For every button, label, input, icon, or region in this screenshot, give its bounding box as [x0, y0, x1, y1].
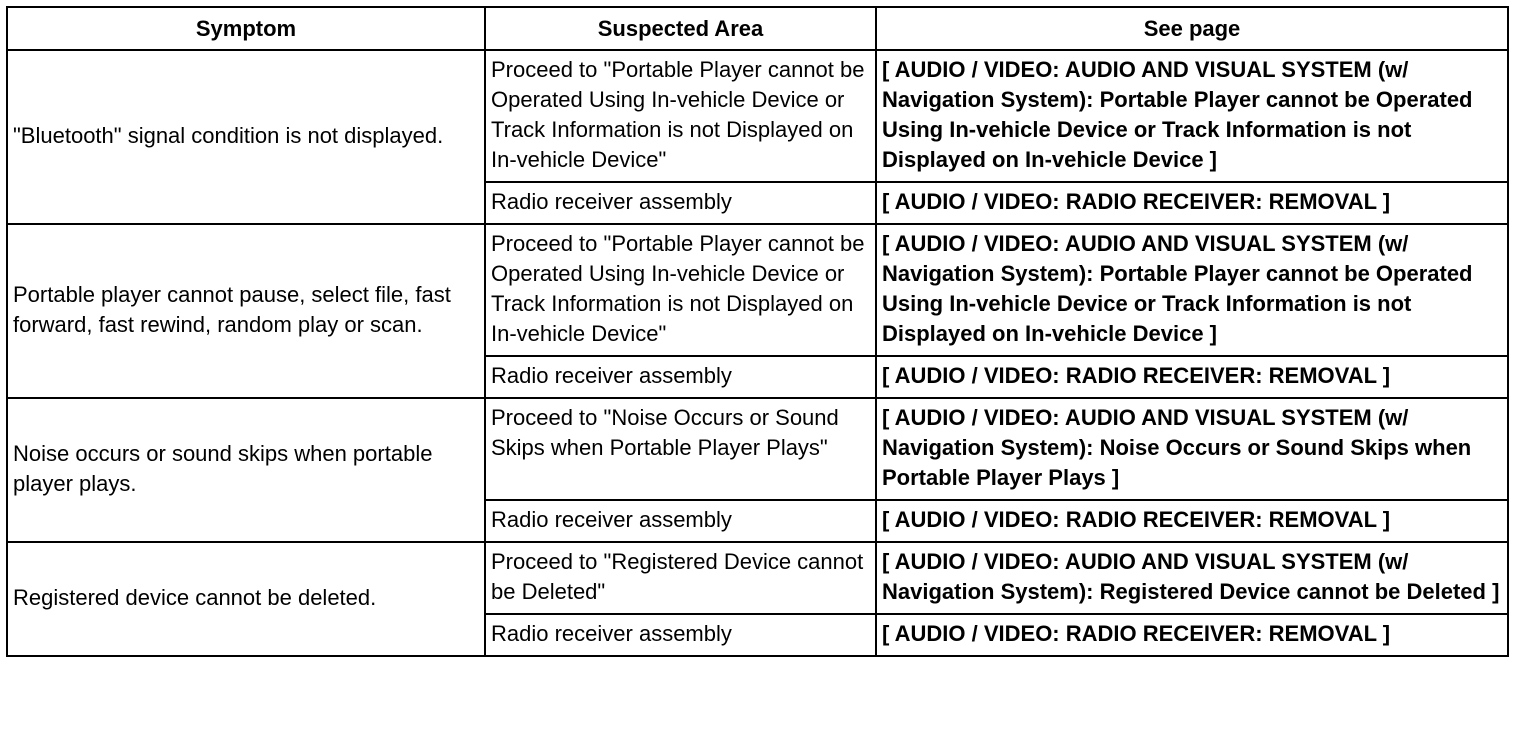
suspected-area-cell: Proceed to "Registered Device cannot be Deleted": [485, 542, 876, 614]
suspected-area-cell: Radio receiver assembly: [485, 356, 876, 398]
see-page-link[interactable]: [ AUDIO / VIDEO: AUDIO AND VISUAL SYSTEM (w/ Navigation System): Registered Device cannot be Deleted ]: [876, 542, 1508, 614]
see-page-link[interactable]: [ AUDIO / VIDEO: RADIO RECEIVER: REMOVAL ]: [876, 614, 1508, 656]
symptom-cell: "Bluetooth" signal condition is not displayed.: [7, 50, 485, 224]
table-row: [7, 398, 1508, 500]
table-row: [7, 542, 1508, 614]
see-page-link[interactable]: [ AUDIO / VIDEO: AUDIO AND VISUAL SYSTEM (w/ Navigation System): Noise Occurs or Sound Skips when Portable Player Plays ]: [876, 398, 1508, 500]
header-row: [7, 7, 1508, 50]
header-see-page: See page: [876, 7, 1508, 50]
suspected-area-cell: Proceed to "Noise Occurs or Sound Skips when Portable Player Plays": [485, 398, 876, 500]
suspected-area-cell: Radio receiver assembly: [485, 614, 876, 656]
suspected-area-cell: Proceed to "Portable Player cannot be Operated Using In-vehicle Device or Track Information is not Displayed on In-vehicle Device": [485, 50, 876, 182]
see-page-link[interactable]: [ AUDIO / VIDEO: AUDIO AND VISUAL SYSTEM (w/ Navigation System): Portable Player cannot be Operated Using In-vehicle Device or Track Information is not Displayed on In-vehicle Device ]: [876, 50, 1508, 182]
symptom-cell: Noise occurs or sound skips when portable player plays.: [7, 398, 485, 542]
see-page-link[interactable]: [ AUDIO / VIDEO: RADIO RECEIVER: REMOVAL ]: [876, 356, 1508, 398]
suspected-area-cell: Proceed to "Portable Player cannot be Operated Using In-vehicle Device or Track Information is not Displayed on In-vehicle Device": [485, 224, 876, 356]
header-suspected-area: Suspected Area: [485, 7, 876, 50]
see-page-link[interactable]: [ AUDIO / VIDEO: RADIO RECEIVER: REMOVAL ]: [876, 500, 1508, 542]
header-symptom: Symptom: [7, 7, 485, 50]
suspected-area-cell: Radio receiver assembly: [485, 500, 876, 542]
suspected-area-cell: Radio receiver assembly: [485, 182, 876, 224]
table-row: [7, 50, 1508, 182]
symptom-cell: Registered device cannot be deleted.: [7, 542, 485, 656]
table-row: [7, 224, 1508, 356]
see-page-link[interactable]: [ AUDIO / VIDEO: RADIO RECEIVER: REMOVAL ]: [876, 182, 1508, 224]
see-page-link[interactable]: [ AUDIO / VIDEO: AUDIO AND VISUAL SYSTEM (w/ Navigation System): Portable Player cannot be Operated Using In-vehicle Device or Track Information is not Displayed on In-vehicle Device ]: [876, 224, 1508, 356]
symptom-cell: Portable player cannot pause, select file, fast forward, fast rewind, random play or scan.: [7, 224, 485, 398]
problem-symptoms-table: [6, 6, 1509, 657]
